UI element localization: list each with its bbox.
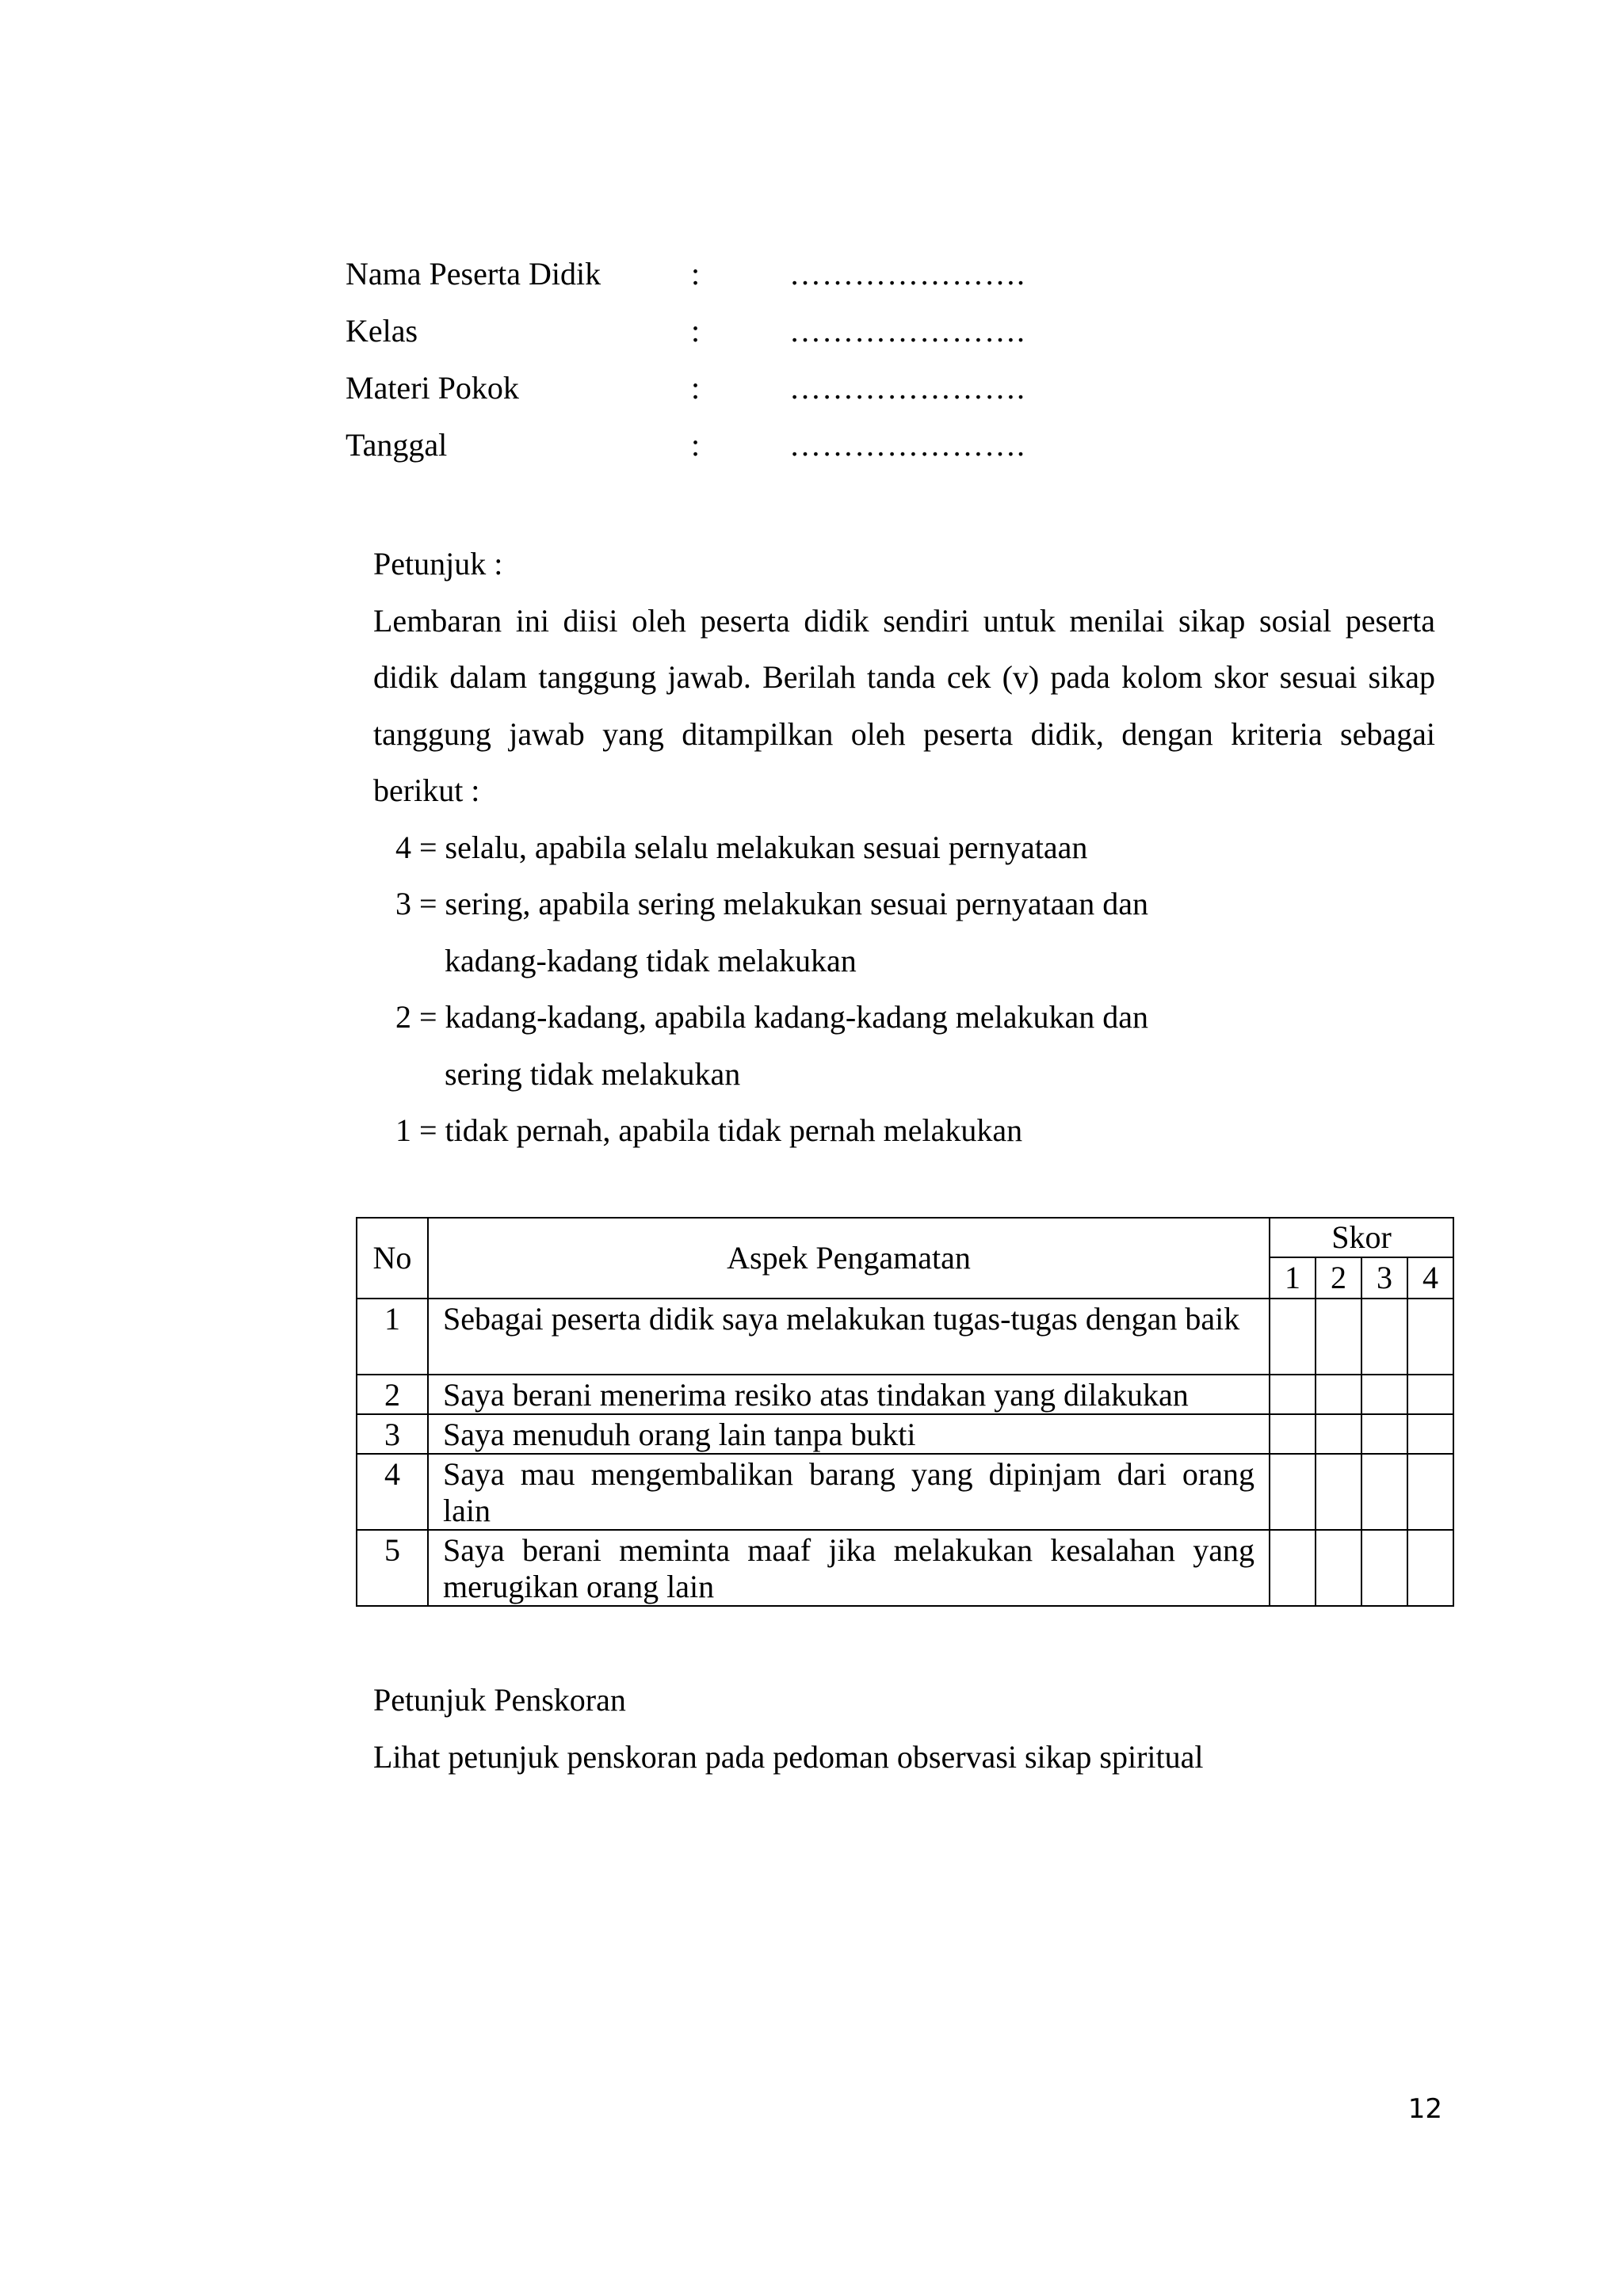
score-cell-3[interactable] bbox=[1361, 1454, 1407, 1530]
score-cell-1[interactable] bbox=[1270, 1454, 1316, 1530]
scoring-text: Lihat petunjuk penskoran pada pedoman observasi sikap spiritual bbox=[373, 1738, 1204, 1775]
header-score-2: 2 bbox=[1316, 1257, 1361, 1299]
table-row bbox=[357, 1454, 1453, 1530]
score-cell-1[interactable] bbox=[1270, 1414, 1316, 1454]
header-score-4: 4 bbox=[1407, 1257, 1453, 1299]
criterion-text: 4 = selalu, apabila selalu melakukan sesuai pernyataan bbox=[395, 829, 1088, 865]
identity-row-date bbox=[346, 423, 1138, 480]
score-cell-3[interactable] bbox=[1361, 1375, 1407, 1414]
score-cell-4[interactable] bbox=[1407, 1299, 1453, 1375]
score-cell-4[interactable] bbox=[1407, 1375, 1453, 1414]
table-row bbox=[357, 1530, 1453, 1606]
identity-colon: : bbox=[691, 313, 701, 349]
score-cell-2[interactable] bbox=[1316, 1454, 1361, 1530]
identity-blank: …………………. bbox=[789, 370, 1025, 406]
score-cell-2[interactable] bbox=[1316, 1375, 1361, 1414]
row-aspect: Saya berani meminta maaf jika melakukan kesalahan yang merugikan orang lain bbox=[428, 1530, 1270, 1606]
score-cell-3[interactable] bbox=[1361, 1530, 1407, 1606]
score-cell-3[interactable] bbox=[1361, 1299, 1407, 1375]
row-number: 5 bbox=[357, 1530, 428, 1606]
observation-table bbox=[356, 1217, 1454, 1607]
identity-blank: …………………. bbox=[789, 313, 1025, 349]
score-cell-2[interactable] bbox=[1316, 1530, 1361, 1606]
row-number: 4 bbox=[357, 1454, 428, 1530]
instructions-title: Petunjuk : bbox=[373, 546, 503, 582]
row-number: 2 bbox=[357, 1375, 428, 1414]
criterion-item bbox=[373, 875, 1435, 989]
criterion-text: 3 = sering, apabila sering melakukan sesuai pernyataan dan bbox=[395, 886, 1148, 921]
header-score-3: 3 bbox=[1361, 1257, 1407, 1299]
scoring-section bbox=[373, 1672, 1435, 1785]
identity-colon: : bbox=[691, 256, 701, 292]
scoring-title: Petunjuk Penskoran bbox=[373, 1682, 626, 1718]
table-row bbox=[357, 1299, 1453, 1375]
criterion-item bbox=[373, 819, 1435, 876]
criterion-continuation: sering tidak melakukan bbox=[445, 1055, 741, 1092]
score-cell-1[interactable] bbox=[1270, 1530, 1316, 1606]
identity-label: Materi Pokok bbox=[346, 370, 519, 406]
row-aspect: Saya menuduh orang lain tanpa bukti bbox=[428, 1414, 1270, 1454]
score-cell-4[interactable] bbox=[1407, 1454, 1453, 1530]
identity-label: Kelas bbox=[346, 313, 418, 349]
criterion-text: 2 = kadang-kadang, apabila kadang-kadang melakukan dan bbox=[395, 999, 1148, 1035]
identity-row-class bbox=[346, 309, 1138, 366]
score-cell-2[interactable] bbox=[1316, 1299, 1361, 1375]
score-cell-4[interactable] bbox=[1407, 1414, 1453, 1454]
table-row bbox=[357, 1414, 1453, 1454]
header-aspek: Aspek Pengamatan bbox=[428, 1218, 1270, 1299]
identity-colon: : bbox=[691, 370, 701, 406]
instructions-section bbox=[373, 536, 1435, 1159]
score-cell-3[interactable] bbox=[1361, 1414, 1407, 1454]
student-identity-block bbox=[346, 252, 1138, 480]
row-number: 1 bbox=[357, 1299, 428, 1375]
criterion-continuation: kadang-kadang tidak melakukan bbox=[445, 942, 857, 978]
criteria-list bbox=[373, 819, 1435, 1159]
instructions-paragraph: Lembaran ini diisi oleh peserta didik sendiri untuk menilai sikap sosial peserta didik dalam tanggung jawab. Berilah tanda cek (v) pada kolom skor sesuai sikap tanggung jawab yang ditampilkan oleh peserta didik, dengan kriteria sebagai berikut : bbox=[373, 602, 1435, 808]
header-skor: Skor bbox=[1270, 1218, 1453, 1257]
identity-label: Nama Peserta Didik bbox=[346, 256, 601, 292]
row-aspect: Sebagai peserta didik saya melakukan tugas-tugas dengan baik bbox=[428, 1299, 1270, 1375]
criterion-item bbox=[373, 1102, 1435, 1159]
criterion-item bbox=[373, 989, 1435, 1102]
identity-colon: : bbox=[691, 427, 701, 463]
score-cell-4[interactable] bbox=[1407, 1530, 1453, 1606]
identity-row-subject bbox=[346, 366, 1138, 423]
row-aspect: Saya berani menerima resiko atas tindakan yang dilakukan bbox=[428, 1375, 1270, 1414]
criterion-text: 1 = tidak pernah, apabila tidak pernah melakukan bbox=[395, 1112, 1023, 1148]
header-no: No bbox=[357, 1218, 428, 1299]
page-number: 12 bbox=[1407, 2093, 1442, 2125]
header-score-1: 1 bbox=[1270, 1257, 1316, 1299]
identity-row-name bbox=[346, 252, 1138, 309]
score-cell-1[interactable] bbox=[1270, 1299, 1316, 1375]
row-aspect: Saya mau mengembalikan barang yang dipinjam dari orang lain bbox=[428, 1454, 1270, 1530]
identity-blank: …………………. bbox=[789, 427, 1025, 463]
table-row bbox=[357, 1375, 1453, 1414]
identity-blank: …………………. bbox=[789, 256, 1025, 292]
score-cell-2[interactable] bbox=[1316, 1414, 1361, 1454]
score-cell-1[interactable] bbox=[1270, 1375, 1316, 1414]
identity-label: Tanggal bbox=[346, 427, 448, 463]
row-number: 3 bbox=[357, 1414, 428, 1454]
